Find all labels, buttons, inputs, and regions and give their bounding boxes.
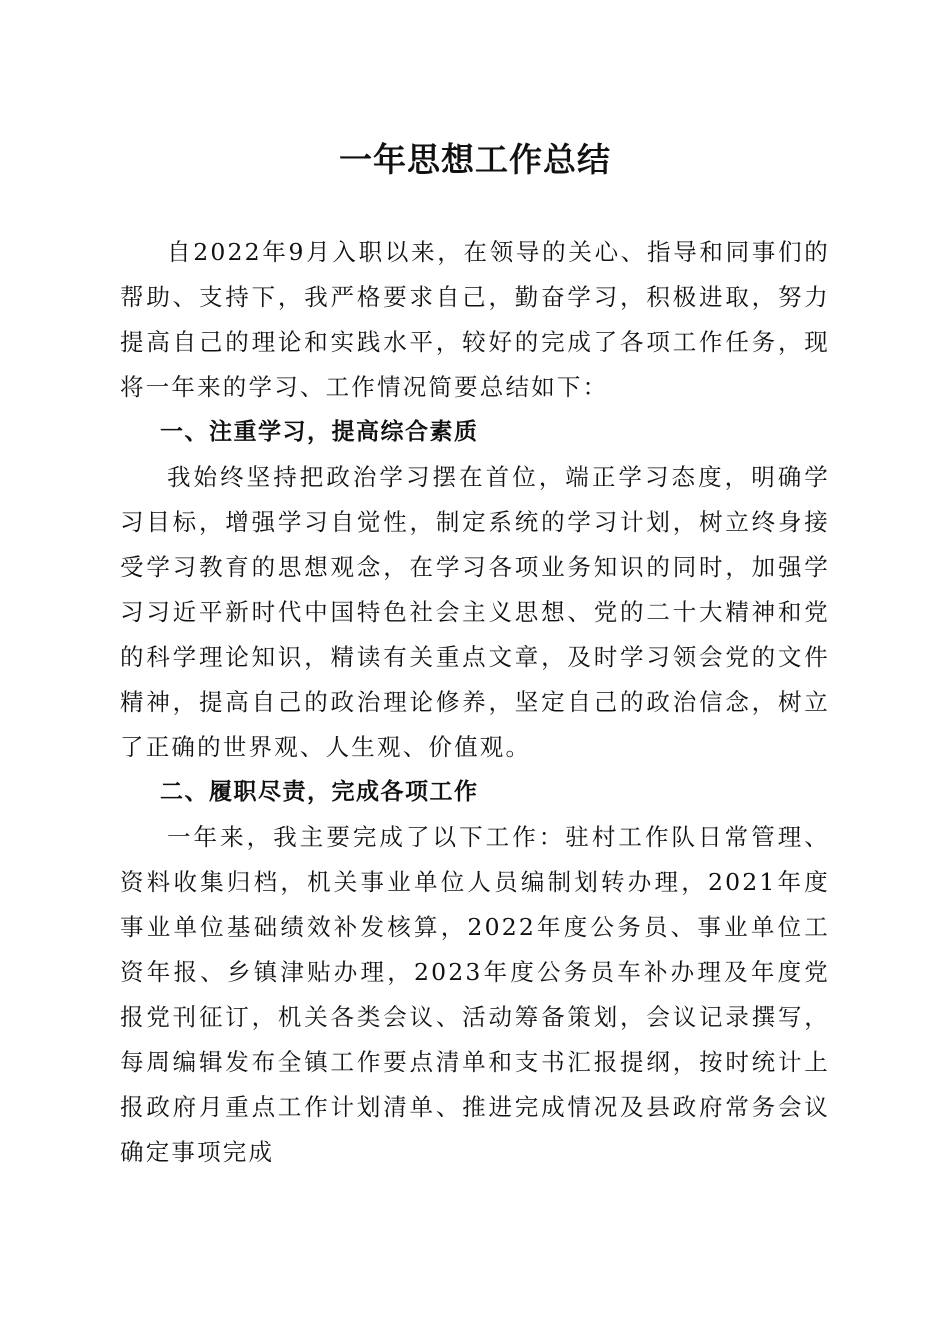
document-title: 一年思想工作总结 [339,140,611,179]
intro-paragraph: 自2022年9月入职以来，在领导的关心、指导和同事们的帮助、支持下，我严格要求自己，勤奋学习，积极进取，努力提高自己的理论和实践水平，较好的完成了各项工作任务，现将一年来的学习、工作情况简要总结如下： [120,238,830,401]
section-paragraph-work: 一年来，我主要完成了以下工作：驻村工作队日常管理、资料收集归档，机关事业单位人员编制划转办理，2021年度事业单位基础绩效补发核算，2022年度公务员、事业单位工资年报、乡镇津贴办理，2023年度公务员车补办理及年度党报党刊征订，机关各类会议、活动筹备策划，会议记录撰写，每周编辑发布全镇工作要点清单和支书汇报提纲，按时统计上报政府月重点工作计划清单、推进完成情况及县政府常务会议确定事项完成 [120,823,830,1166]
section-heading-study: 一、注重学习，提高综合素质 [160,419,479,445]
document-body [120,230,830,1175]
section-heading-work: 二、履职尽责，完成各项工作 [160,779,479,805]
section-paragraph-study: 我始终坚持把政治学习摆在首位，端正学习态度，明确学习目标，增强学习自觉性，制定系统的学习计划，树立终身接受学习教育的思想观念，在学习各项业务知识的同时，加强学习习近平新时代中国特色社会主义思想、党的二十大精神和党的科学理论知识，精读有关重点文章，及时学习领会党的文件精神，提高自己的政治理论修养，坚定自己的政治信念，树立了正确的世界观、人生观、价值观。 [120,463,830,761]
